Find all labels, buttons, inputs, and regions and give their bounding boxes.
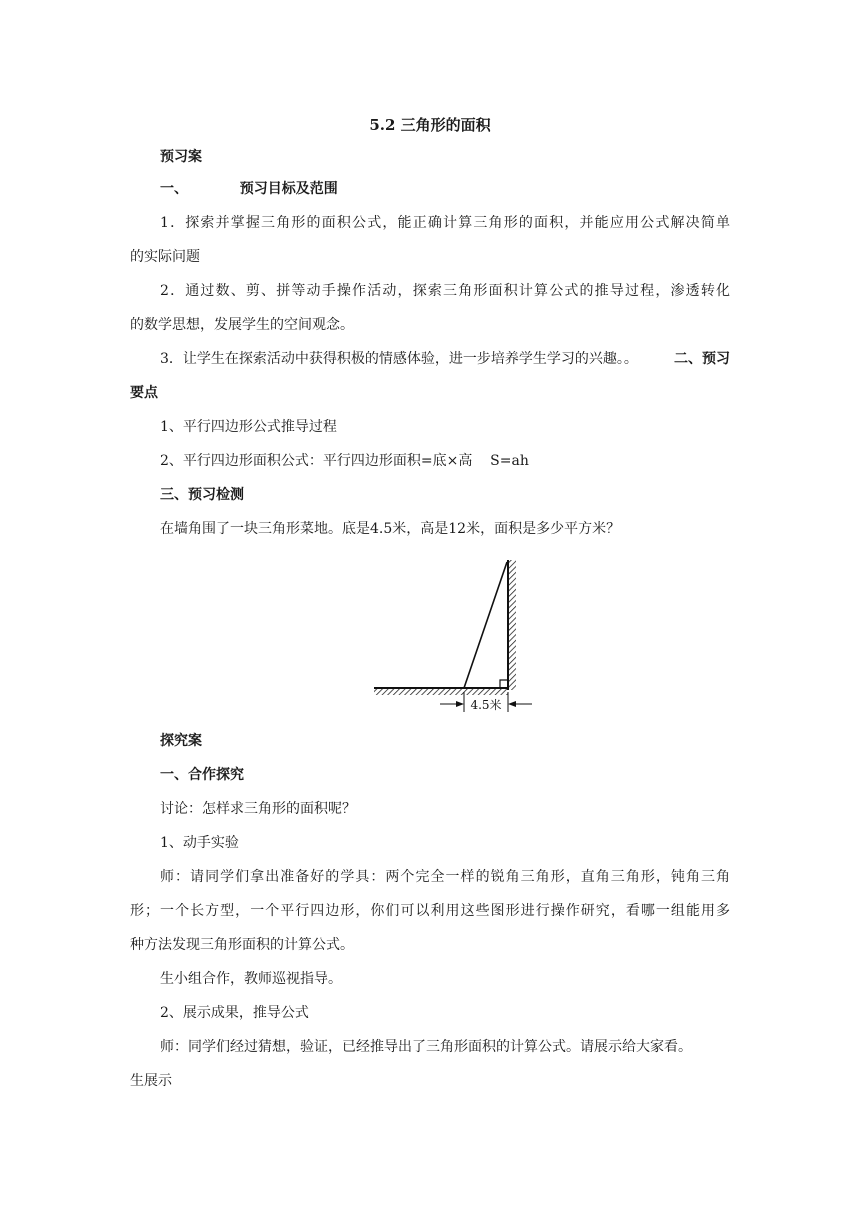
section2-heading-part1: 二、预习: [674, 351, 730, 367]
goal1-line1: 1．探索并掌握三角形的面积公式，能正确计算三角形的面积，并能应用公式解决简单: [160, 215, 730, 231]
section3-heading: 三、预习检测: [160, 487, 244, 503]
preview-heading: 预习案: [160, 149, 202, 165]
goal3-text: 3．让学生在探索活动中获得积极的情感体验，进一步培养学生学习的兴趣。。: [160, 351, 638, 367]
group-work-text: 生小组合作，教师巡视指导。: [160, 971, 342, 987]
discuss-question: 讨论：怎样求三角形的面积呢？: [160, 801, 356, 817]
step1-heading: 1、动手实验: [160, 835, 239, 851]
triangle-garden-figure: [370, 548, 540, 718]
triangle-hypotenuse: [464, 562, 507, 688]
explore-section1-heading: 一、合作探究: [160, 767, 244, 783]
problem-text: 在墙角围了一块三角形菜地。底是4.5米，高是12米，面积是多少平方米？: [160, 521, 621, 537]
explore-heading: 探究案: [160, 733, 202, 749]
ground-hatch: [374, 688, 508, 695]
page-title: 5.2 三角形的面积: [369, 116, 491, 134]
section1-title: 预习目标及范围: [239, 181, 338, 197]
section2-heading-part2: 要点: [130, 385, 158, 401]
arrowhead-right: [508, 701, 516, 707]
goal3-line: [160, 350, 730, 368]
teacher1-line1: 师：请同学们拿出准备好的学具：两个完全一样的锐角三角形，直角三角形，钝角三角: [160, 869, 730, 885]
section1-number: 一、: [160, 181, 188, 197]
teacher1-line2: 形；一个长方型，一个平行四边形，你们可以利用这些图形进行操作研究，看哪一组能用多: [130, 903, 730, 919]
goal1-line2: 的实际问题: [130, 249, 200, 265]
point1: 1、平行四边形公式推导过程: [160, 419, 337, 435]
goal2-line2: 的数学思想，发展学生的空间观念。: [130, 317, 354, 333]
teacher2-text: 师：同学们经过猜想，验证，已经推导出了三角形面积的计算公式。请展示给大家看。: [160, 1039, 692, 1055]
right-angle-mark: [500, 680, 508, 688]
goal2-line1: 2．通过数、剪、拼等动手操作活动，探索三角形面积计算公式的推导过程，渗透转化: [160, 283, 730, 299]
wall-corner-diagram: [370, 548, 540, 718]
student-show-text: 生展示: [130, 1073, 172, 1089]
base-length-label: 4.5米: [470, 698, 502, 712]
wall-hatch: [508, 560, 516, 690]
step2-heading: 2、展示成果，推导公式: [160, 1005, 309, 1021]
section1-heading: [160, 180, 338, 198]
arrowhead-left: [456, 701, 464, 707]
teacher1-line3: 种方法发现三角形面积的计算公式。: [130, 937, 354, 953]
point2: 2、平行四边形面积公式：平行四边形面积=底×高 S=ah: [160, 453, 529, 469]
